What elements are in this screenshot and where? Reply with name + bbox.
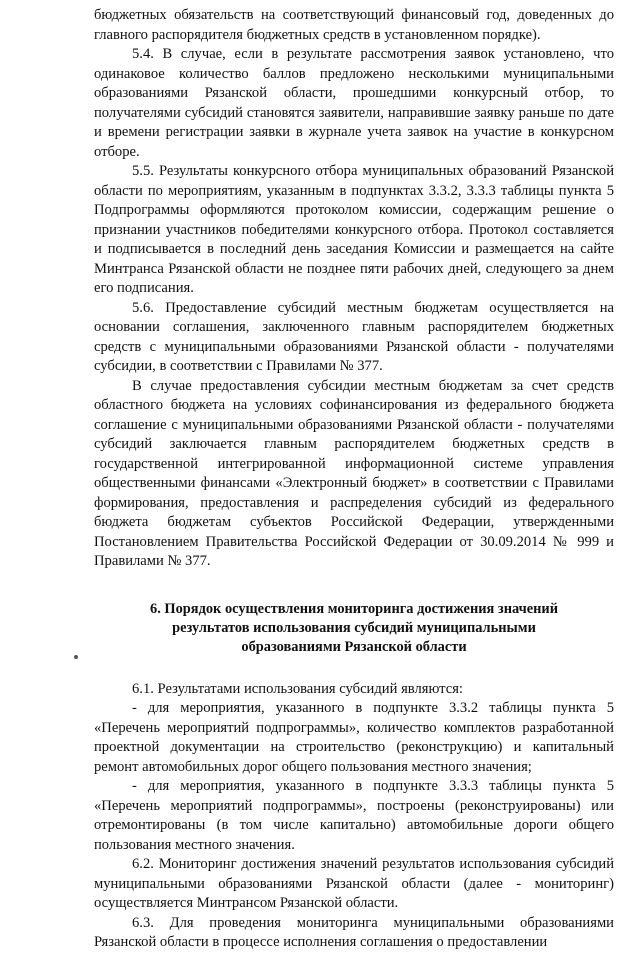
paragraph-cofinancing: В случае предоставления субсидии местным бюджетам за счет средств областного бюджета на условиях софинансирования из федерального бюджета соглашение с муниципальными образованиями Рязанской области - получателями субсидий заключается главным распорядителем бюджетных средств в государственной интегрированной информационной системе управления общественными финансами «Электронный бюджет» в соответствии с Правилами формирования, предоставления и распределения субсидий из федерального бюджета бюджетам субъектов Российской Федерации, утвержденными Постановлением Правительства Российской Федерации от 30.09.2014 № 999 и Правилами № 377. <box>94 377 614 569</box>
paragraph-5-4: 5.4. В случае, если в результате рассмотрения заявок установлено, что одинаковое количество баллов предложено несколькими муниципальными образованиями Рязанской области, прошедшими конкурсный отбор, то получателями субсидий становятся заявители, направившие заявку раньше по дате и времени регистрации заявки в журнале учета заявок на участие в конкурсном отборе. <box>94 46 614 160</box>
paragraph-6-3: 6.3. Для проведения мониторинга муниципальными образованиями Рязанской области в процессе исполнения соглашения о предоставлении <box>94 914 614 950</box>
list-item-3-3-2: - для мероприятия, указанного в подпункте 3.3.2 таблицы пункта 5 «Перечень мероприятий подпрограммы», количество комплектов разработанной проектной документации на строительство (реконструкцию) и капитальный ремонт автомобильных дорог общего пользования местного значения; <box>94 700 614 775</box>
heading-line-3: образованиями Рязанской области <box>241 638 467 655</box>
paragraph-5-5: 5.5. Результаты конкурсного отбора муниципальных образований Рязанской области по мероприятиям, указанным в подпунктах 3.3.2, 3.3.3 таблицы пункта 5 Подпрограммы оформляются протоколом комиссии, содержащим решение о признании участников победителями конкурсного отбора. Протокол составляется и подписывается в последний день заседания Комиссии и размещается на сайте Минтранса Рязанской области не позднее пяти рабочих дней, следующего за днем его подписания. <box>94 163 614 296</box>
paragraph-continuation: бюджетных обязательств на соответствующий финансовый год, доведенных до главного распорядителя бюджетных средств в установленном порядке). <box>94 7 614 43</box>
section-6-heading <box>94 600 614 657</box>
heading-line-2: результатов использования субсидий муниципальными <box>172 619 536 636</box>
paragraph-5-6: 5.6. Предоставление субсидий местным бюджетам осуществляется на основании соглашения, заключенного главным распорядителем бюджетных средств с муниципальными образованиями Рязанской области - получателями субсидии, в соответствии с Правилами № 377. <box>94 299 614 374</box>
heading-line-1: 6. Порядок осуществления мониторинга достижения значений <box>150 600 558 617</box>
document-page <box>94 6 614 953</box>
paragraph-6-2: 6.2. Мониторинг достижения значений результатов использования субсидий муниципальными образованиями Рязанской области (далее - мониторинг) осуществляется Минтрансом Рязанской области. <box>94 856 614 911</box>
list-item-3-3-3: - для мероприятия, указанного в подпункте 3.3.3 таблицы пункта 5 «Перечень мероприятий подпрограммы», построены (реконструированы) или отремонтированы (в том числе капитально) автомобильные дороги общего пользования местного значения. <box>94 778 614 853</box>
paragraph-6-1: 6.1. Результатами использования субсидий являются: <box>132 680 463 697</box>
scan-dot-mark <box>74 655 78 659</box>
